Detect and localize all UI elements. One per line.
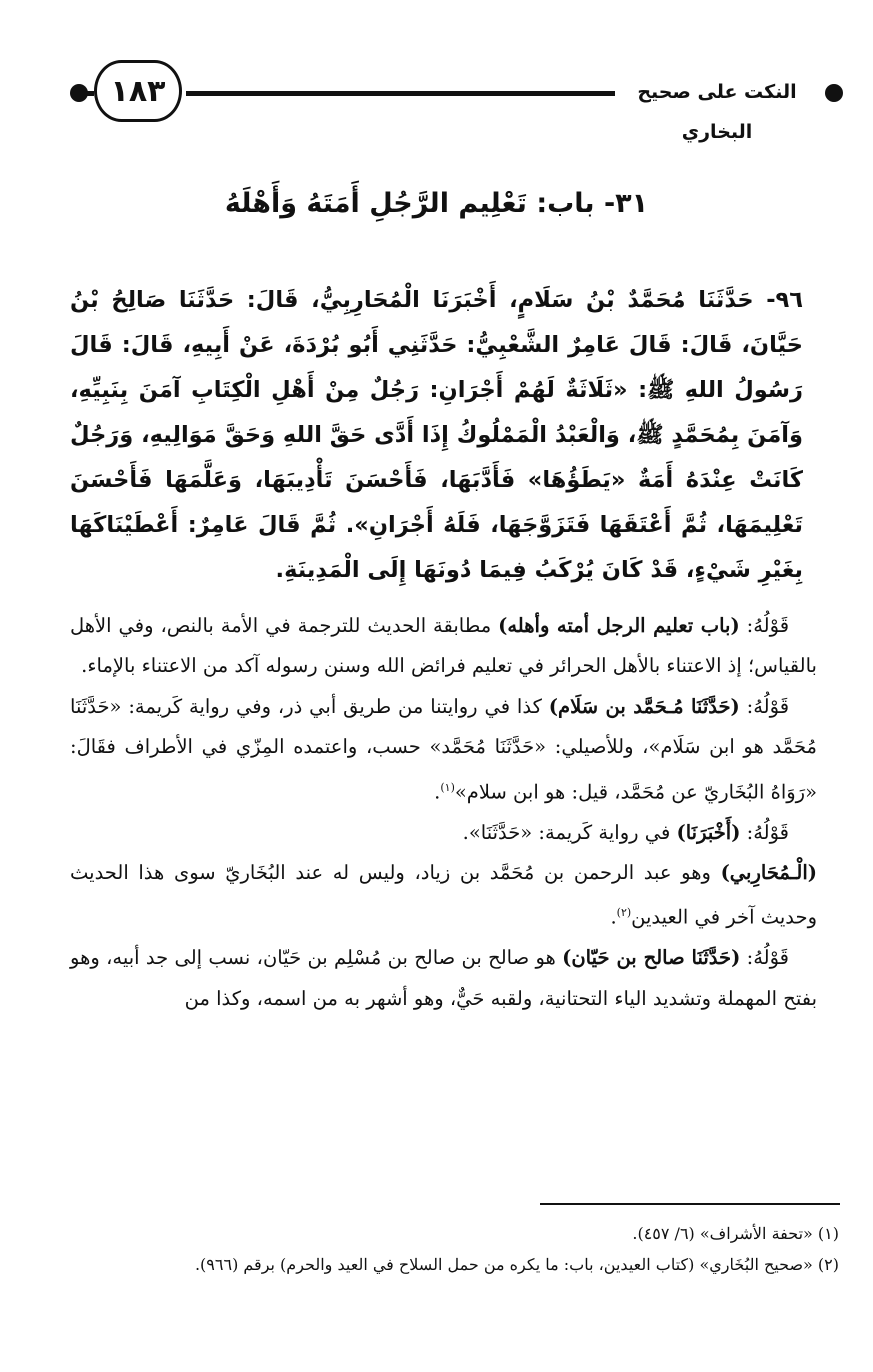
commentary-lead: قَوْلُهُ:	[739, 694, 790, 718]
commentary-lemma: (حَدَّثَنَا صالح بن حَيّان)	[562, 946, 741, 970]
footnote-item: (٢) «صحيح البُخَاري» (كتاب العيدين، باب: ما يكره من حمل السلاح في العيد والحرم) برقم (٩٦٦).	[194, 1255, 839, 1274]
commentary-lead: قَوْلُهُ:	[740, 820, 789, 844]
commentary	[70, 606, 817, 1019]
commentary-lead: قَوْلُهُ:	[740, 946, 789, 970]
commentary-text: مطابقة الحديث للترجمة في الأمة بالنص، وفي الأهل بالقياس؛ إذ الاعتناء بالأهل الحرائر في تعليم فرائض الله وسنن رسوله آكد من الاعتناء بالإماء.	[70, 614, 817, 678]
commentary-text: في رواية كَريمة: «حَدَّثَنَا».	[462, 820, 677, 844]
header-rule	[186, 91, 615, 96]
commentary-lemma: (أَخْبَرَنَا)	[676, 820, 741, 844]
page-number: ١٨٣	[94, 60, 182, 122]
commentary-text: كذا في روايتنا من طريق أبي ذر، وفي رواية كَريمة: «حَدَّثَنَا مُحَمَّد هو ابن سَلَام»، وللأصيلي: «حَدَّثَنَا مُحَمَّد» حسب، واعتمده المِزّي في الأطراف فقَالَ: «رَوَاهُ البُخَاريّ عن مُحَمَّد، قيل: هو ابن سلام»	[70, 694, 817, 804]
commentary-text: وهو عبد الرحمن بن مُحَمَّد بن زياد، وليس له عند البُخَاريّ سوى هذا الحديث وحديث آخر في العيدين	[70, 860, 817, 929]
commentary-lemma: (باب تعليم الرجل أمته وأهله)	[498, 614, 740, 637]
commentary-paragraph	[70, 606, 817, 687]
commentary-paragraph	[70, 687, 817, 813]
commentary-paragraph	[70, 938, 817, 1019]
footnote-separator	[540, 1203, 840, 1205]
running-title: النكت على صحيح البخاري	[637, 81, 797, 143]
footnote-marker[interactable]: (١)	[440, 780, 455, 794]
commentary-text: هو صالح بن صالح بن مُسْلِم بن حَيّان، نسب إلى جد أبيه، وهو بفتح المهملة وتشديد الياء التحتانية، ولقبه حَيٌّ، وهو أشهر به من اسمه، وكذا من	[70, 946, 817, 1010]
ornament-dot-left	[70, 84, 88, 102]
footnote-item: (١) «تحفة الأشراف» (٦/ ٤٥٧).	[632, 1224, 839, 1243]
commentary-tail: .	[434, 780, 441, 804]
footnote-marker[interactable]: (٢)	[616, 906, 632, 920]
hadith-paragraph: ٩٦- حَدَّثَنَا مُحَمَّدٌ بْنُ سَلَامٍ، أَخْبَرَنَا الْمُحَارِبِيُّ، قَالَ: حَدَّثَنَا صَالِحُ بْنُ حَيَّانَ، قَالَ: قَالَ عَامِرٌ الشَّعْبِيُّ: حَدَّثَنِي أَبُو بُرْدَةَ، عَنْ أَبِيهِ، قَالَ: قَالَ رَسُولُ اللهِ ﷺ: «ثَلَاثَةٌ لَهُمْ أَجْرَانِ: رَجُلٌ مِنْ أَهْلِ الْكِتَابِ آمَنَ بِنَبِيِّهِ، وَآمَنَ بِمُحَمَّدٍ ﷺ، وَالْعَبْدُ الْمَمْلُوكُ إِذَا أَدَّى حَقَّ اللهِ وَحَقَّ مَوَالِيهِ، وَرَجُلٌ كَانَتْ عِنْدَهُ أَمَةٌ «يَطَؤُهَا» فَأَدَّبَهَا، فَأَحْسَنَ تَأْدِيبَهَا، وَعَلَّمَهَا فَأَحْسَنَ تَعْلِيمَهَا، ثُمَّ أَعْتَقَهَا فَتَزَوَّجَهَا، فَلَهُ أَجْرَانِ». ثُمَّ قَالَ عَامِرٌ: أَعْطَيْنَاكَهَا بِغَيْرِ شَيْءٍ، قَدْ كَانَ يُرْكَبُ فِيمَا دُونَهَا إِلَى الْمَدِينَةِ.	[70, 287, 803, 583]
commentary-paragraph	[70, 813, 817, 853]
commentary-lemma: (حَدَّثَنَا مُـحَمَّد بن سَلَام)	[548, 694, 740, 718]
chapter-title: ٣١- باب: تَعْلِيم الرَّجُلِ أَمَتَهُ وَأَهْلَهُ	[224, 188, 649, 219]
ornament-dot-right	[825, 84, 843, 102]
footnotes	[70, 1218, 839, 1280]
commentary-tail: .	[610, 905, 617, 929]
commentary-paragraph	[70, 853, 817, 938]
commentary-lemma: (الْـمُحَارِبي)	[720, 860, 817, 884]
running-header	[0, 58, 873, 143]
hadith-text	[70, 278, 803, 593]
commentary-lead: قَوْلُهُ:	[739, 614, 790, 637]
